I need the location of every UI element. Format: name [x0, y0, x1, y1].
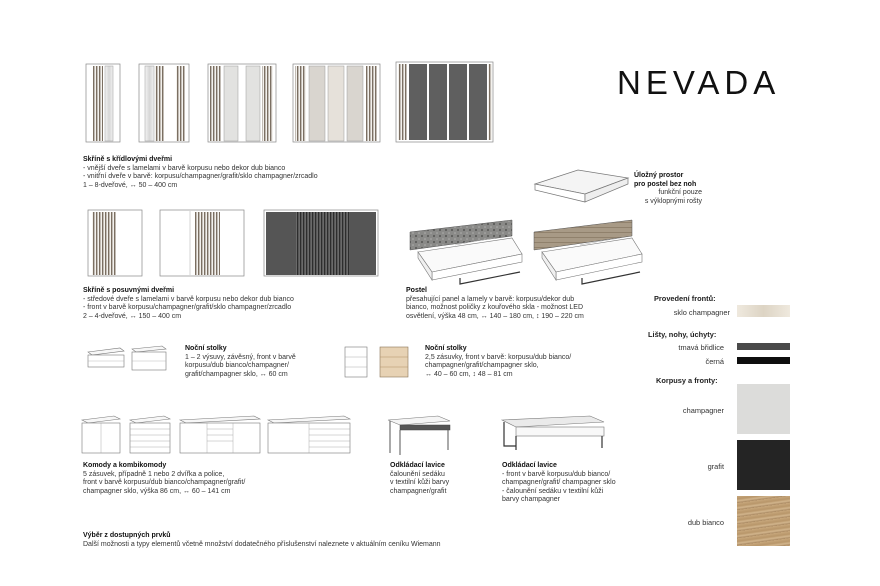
bench-2-text — [502, 462, 616, 505]
bench-1-heading: Odkládací lavice — [390, 462, 445, 469]
dressers-line: 5 zásuvek, případně 1 nebo 2 dvířka a police, — [83, 470, 225, 478]
sliding-line: 2 – 4-dveřové, ↔ 150 – 400 cm — [83, 312, 182, 320]
nightstands-2-line: 2,5 zásuvky, front v barvě: korpusu/dub bianco/ — [425, 353, 572, 361]
dressers-heading: Komody a kombikomody — [83, 462, 167, 469]
bench-1-line: champagner/grafit — [390, 487, 447, 495]
bench-1-text — [390, 462, 449, 496]
swatch-dub-bianco — [737, 496, 790, 546]
swatch-sklo-champagner — [737, 305, 790, 317]
hinged-line: 1 – 8-dveřové, ↔ 50 – 400 cm — [83, 181, 178, 189]
swatch-grafit — [737, 440, 790, 490]
swatch-label: grafit — [707, 462, 724, 471]
nightstands-1-line: 1 – 2 výsuvy, závěsný, front v barvě — [185, 353, 296, 361]
bed-line: přesahující panel a lamely v barvě: korpusu/dekor dub — [406, 295, 575, 303]
hinged-line: - vnější dveře s lamelami v barvě korpusu nebo dekor dub bianco — [83, 164, 286, 172]
storage-line: funkční pouze — [658, 189, 702, 197]
sliding-line: - front v barvě korpusu/champagner/grafit/sklo champagner/zrcadlo — [83, 304, 292, 312]
bed-heading: Postel — [406, 287, 428, 294]
trims-heading: Lišty, nohy, úchyty: — [648, 330, 717, 339]
bench-1-line: čalounění sedáku — [390, 470, 445, 478]
bed-line: bianco, možnost poličky z kouřového skla - možnost LED — [406, 304, 584, 312]
bench-1-line: v textilní kůži barvy — [390, 479, 450, 487]
nightstands-1-line: grafit/champagner sklo, ↔ 60 cm — [185, 370, 288, 378]
bench-2-line: champagner/grafit/ champagner sklo — [502, 479, 616, 487]
storage-heading: Úložný prostor — [634, 172, 684, 179]
swatch-champagner — [737, 384, 790, 434]
swatch-label: dub bianco — [687, 518, 724, 527]
nightstands-2-line: ↔ 40 – 60 cm, ↕ 48 – 81 cm — [425, 370, 513, 378]
swatch-label: champagner — [682, 406, 724, 415]
storage-heading-2: pro postel bez noh — [634, 180, 697, 188]
swatch-label: sklo champagner — [673, 308, 730, 317]
nightstands-2-heading: Noční stolky — [425, 345, 467, 352]
swatch-cerna — [737, 357, 790, 364]
footer — [83, 532, 441, 549]
footer-heading: Výběr z dostupných prvků — [83, 532, 171, 539]
hinged-line: - vnitřní dveře v barvě: korpusu/champagner/grafit/sklo champagner/zrcadlo — [83, 173, 318, 181]
nightstands-1-heading: Noční stolky — [185, 345, 227, 352]
swatch-label: tmavá břidlice — [678, 343, 724, 352]
fronts-heading: Provedení frontů: — [654, 294, 716, 303]
bodies-heading: Korpusy a fronty: — [656, 376, 718, 385]
hinged-wardrobes-heading: Skříně s křídlovými dveřmi — [83, 156, 173, 163]
bed-line: osvětlení, výška 48 cm, ↔ 140 – 180 cm, ↕ 190 – 220 cm — [406, 312, 584, 320]
bench-2-line: barvy champagner — [502, 496, 560, 504]
bench-2-line: - čalounění sedáku v textilní kůži — [502, 487, 604, 495]
dressers-line: champagner sklo, výška 86 cm, ↔ 60 – 141 cm — [83, 487, 231, 495]
storage-line: s výklopnými rošty — [644, 197, 702, 205]
swatch-label: černá — [705, 357, 724, 366]
swatch-tmava-bridlice — [737, 343, 790, 350]
footer-text: Další možnosti a typy elementů včetně množství dodatečného příslušenství naleznete v aktuálním ceníku Wiemann — [83, 540, 441, 548]
sliding-line: - středové dveře s lamelami v barvě korpusu nebo dekor dub bianco — [83, 295, 294, 303]
page-title: NEVADA — [617, 64, 781, 101]
bench-2-heading: Odkládací lavice — [502, 462, 557, 469]
dressers-line: front v barvě korpusu/dub bianco/champagner/grafit/ — [83, 479, 246, 487]
sliding-wardrobes-heading: Skříně s posuvnými dveřmi — [83, 287, 175, 294]
nightstands-1-line: korpusu/dub bianco/champagner/ — [185, 362, 289, 370]
bench-2-line: - front v barvě korpusu/dub bianco/ — [502, 470, 611, 478]
nightstands-2-line: champagner/grafit/champagner sklo, — [425, 362, 539, 370]
